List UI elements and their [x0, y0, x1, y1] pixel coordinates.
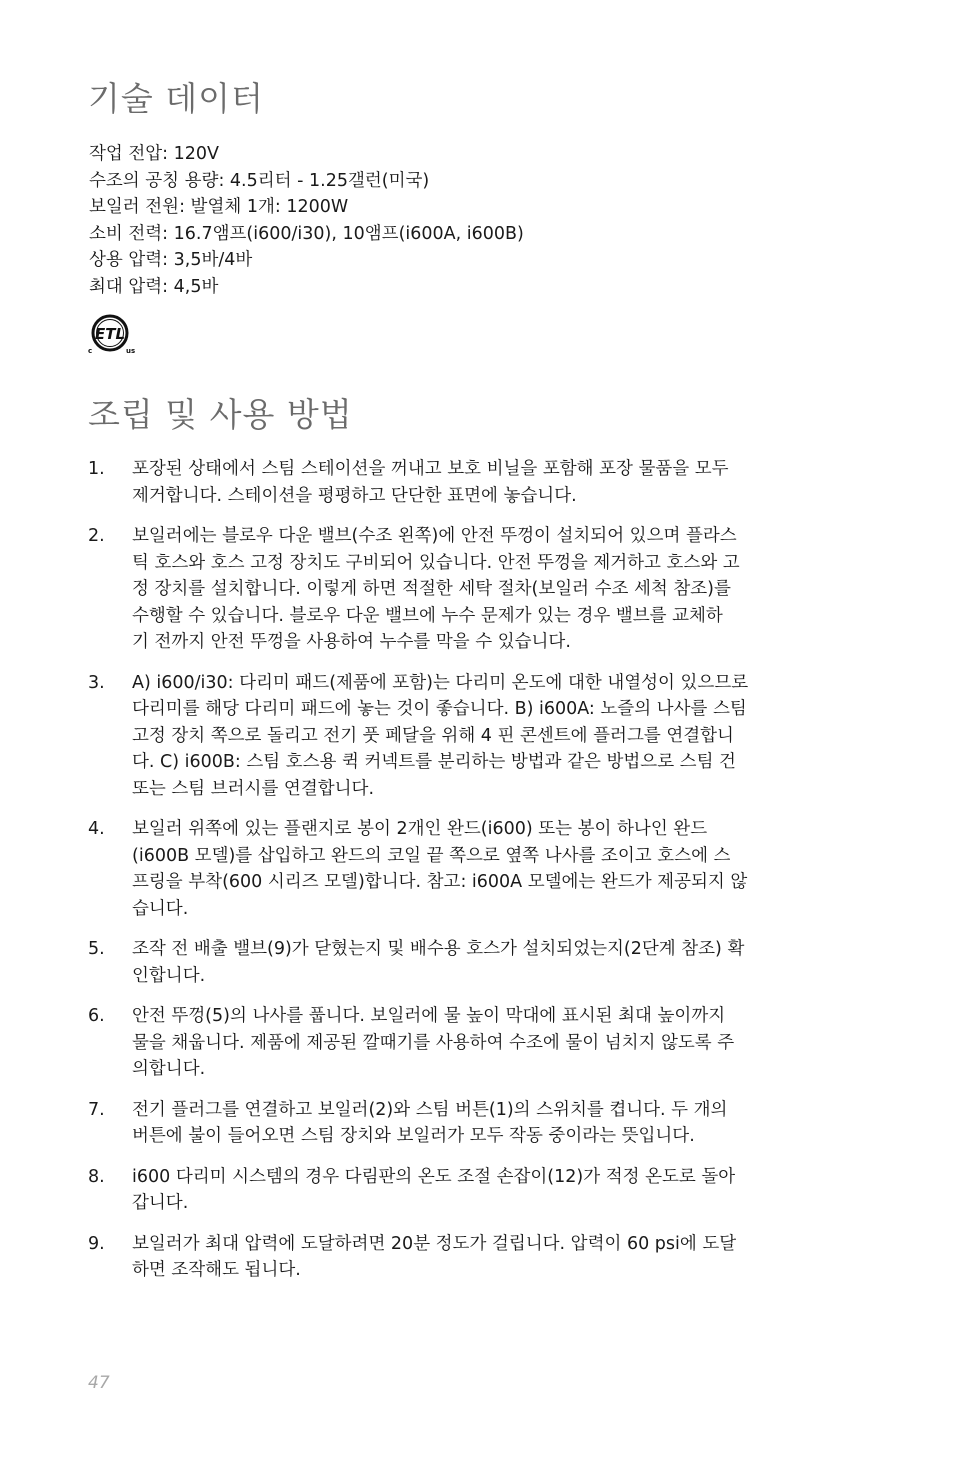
- spec-tank-capacity: 수조의 공칭 용량: 4.5리터 - 1.25갤런(미국): [89, 170, 430, 191]
- step-text: [132, 1231, 878, 1284]
- etl-c-label: c: [88, 347, 93, 355]
- step-line: 버튼에 불이 들어오면 스팀 장치와 보일러가 모두 작동 중이라는 뜻입니다.: [132, 1126, 695, 1146]
- step-number: 8.: [88, 1166, 105, 1187]
- step-line: 포장된 상태에서 스팀 스테이션을 꺼내고 보호 비닐을 포함해 포장 물품을 모두: [132, 459, 729, 479]
- list-item: [88, 1003, 878, 1083]
- step-number: 2.: [88, 526, 105, 546]
- etl-certification-icon: [86, 312, 144, 356]
- step-line: 인합니다.: [132, 965, 206, 986]
- list-item: [88, 1097, 878, 1150]
- step-line: 갑니다.: [132, 1193, 189, 1213]
- etl-label: ETL: [94, 325, 126, 343]
- tech-data-heading: 기술 데이터: [88, 79, 264, 118]
- step-number: 6.: [88, 1006, 105, 1026]
- list-item: [88, 1164, 878, 1217]
- step-text: [132, 1003, 878, 1083]
- instruction-list: [88, 456, 878, 1298]
- step-line: 조작 전 배출 밸브(9)가 닫혔는지 및 배수용 호스가 설치되었는지(2단계 참조) 확: [132, 939, 745, 959]
- step-line: 보일러에는 블로우 다운 밸브(수조 왼쪽)에 안전 뚜껑이 설치되어 있으며 플라스: [132, 526, 737, 546]
- spec-list: [89, 141, 849, 301]
- step-text: [132, 1097, 878, 1150]
- step-text: [132, 816, 878, 922]
- step-line: 다리미를 해당 다리미 패드에 놓는 것이 좋습니다. B) i600A: 노즐의 나사를 스팀: [132, 699, 747, 719]
- step-line: 하면 조작해도 됩니다.: [132, 1260, 301, 1280]
- list-item: [88, 670, 878, 803]
- step-line: 안전 뚜껑(5)의 나사를 풉니다. 보일러에 물 높이 막대에 표시된 최대 높이까지: [132, 1006, 726, 1026]
- step-line: 수행할 수 있습니다. 블로우 다운 밸브에 누수 문제가 있는 경우 밸브를 교체하: [132, 605, 723, 626]
- list-item: [88, 1231, 878, 1284]
- step-text: [132, 1164, 878, 1217]
- spec-power-consumption: 소비 전력: 16.7앰프(i600/i30), 10앰프(i600A, i600B): [89, 223, 524, 244]
- step-text: [132, 936, 878, 989]
- list-item: [88, 816, 878, 922]
- step-number: 7.: [88, 1099, 105, 1120]
- step-line: 또는 스팀 브러시를 연결합니다.: [132, 778, 375, 799]
- list-item: [88, 456, 878, 509]
- step-line: 전기 플러그를 연결하고 보일러(2)와 스팀 버튼(1)의 스위치를 켭니다. 두 개의: [132, 1099, 728, 1120]
- step-number: 4.: [88, 819, 105, 839]
- step-line: 습니다.: [132, 898, 189, 919]
- step-line: 물을 채웁니다. 제품에 제공된 깔때기를 사용하여 수조에 물이 넘치지 않도록 주: [132, 1032, 735, 1053]
- step-line: 기 전까지 안전 뚜껑을 사용하여 누수를 막을 수 있습니다.: [132, 632, 571, 652]
- step-text: [132, 523, 878, 656]
- step-line: 틱 호스와 호스 고정 장치도 구비되어 있습니다. 안전 뚜껑을 제거하고 호스와 고: [132, 552, 740, 573]
- list-item: [88, 936, 878, 989]
- step-number: 5.: [88, 939, 105, 959]
- list-item: [88, 523, 878, 656]
- assembly-heading: 조립 및 사용 방법: [88, 395, 353, 434]
- step-line: 고정 장치 쪽으로 돌리고 전기 풋 페달을 위해 4 핀 콘센트에 플러그를 연결합니: [132, 725, 734, 746]
- page-number: 47: [88, 1373, 110, 1393]
- step-line: A) i600/i30: 다리미 패드(제품에 포함)는 다리미 온도에 대한 내열성이 있으므로: [132, 672, 749, 693]
- step-line: 보일러가 최대 압력에 도달하려면 20분 정도가 걸립니다. 압력이 60 psi에 도달: [132, 1233, 737, 1254]
- step-line: (i600B 모델)를 삽입하고 완드의 코일 끝 쪽으로 옆쪽 나사를 조이고 호스에 스: [132, 845, 731, 866]
- step-text: [132, 456, 878, 509]
- step-line: 다. C) i600B: 스팀 호스용 퀵 커넥트를 분리하는 방법과 같은 방법으로 스팀 건: [132, 752, 736, 772]
- step-text: [132, 670, 878, 803]
- etl-us-label: us: [126, 347, 136, 355]
- step-number: 1.: [88, 459, 105, 479]
- step-line: 보일러 위쪽에 있는 플랜지로 봉이 2개인 완드(i600) 또는 봉이 하나인 완드: [132, 819, 708, 839]
- step-line: 정 장치를 설치합니다. 이렇게 하면 적절한 세탁 절차(보일러 수조 세척 참조)를: [132, 579, 731, 599]
- spec-working-pressure: 상용 압력: 3,5바/4바: [89, 250, 253, 271]
- spec-max-pressure: 최대 압력: 4,5바: [89, 276, 219, 297]
- step-number: 3.: [88, 672, 105, 693]
- step-line: i600 다리미 시스템의 경우 다림판의 온도 조절 손잡이(12)가 적정 온도로 돌아: [132, 1166, 736, 1187]
- step-line: 제거합니다. 스테이션을 평평하고 단단한 표면에 놓습니다.: [132, 485, 577, 506]
- step-line: 프링을 부착(600 시리즈 모델)합니다. 참고: i600A 모델에는 완드가 제공되지 않: [132, 872, 748, 892]
- spec-voltage: 작업 전압: 120V: [89, 144, 220, 164]
- step-number: 9.: [88, 1233, 105, 1254]
- spec-boiler-power: 보일러 전원: 발열체 1개: 1200W: [89, 197, 349, 218]
- step-line: 의합니다.: [132, 1059, 206, 1079]
